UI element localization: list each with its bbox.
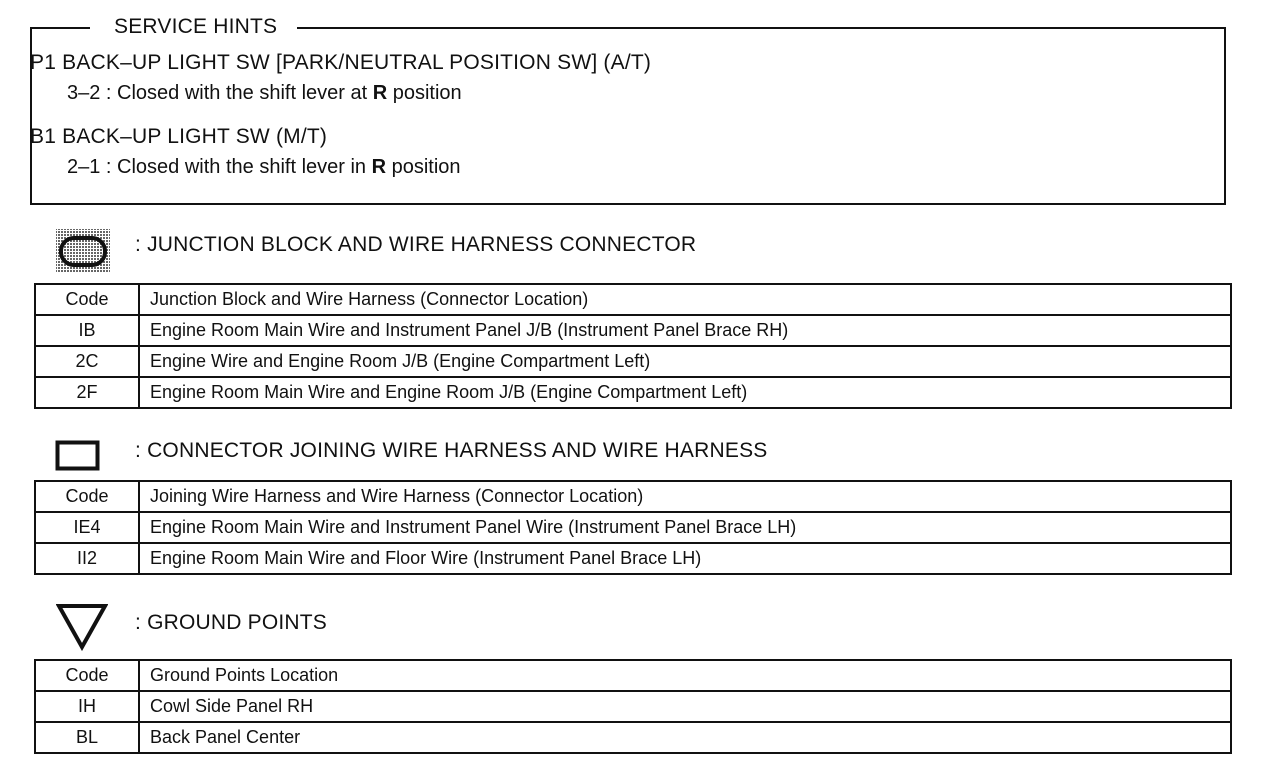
connector-symbol-icon	[55, 440, 101, 472]
table-header-row	[35, 660, 1231, 691]
code-cell: IB	[35, 315, 139, 346]
code-cell: 2F	[35, 377, 139, 408]
location-cell: Back Panel Center	[139, 722, 1231, 753]
junction-block-table	[34, 283, 1232, 409]
service-hints-title: SERVICE HINTS	[90, 14, 297, 40]
code-cell: II2	[35, 543, 139, 574]
table-row	[35, 543, 1231, 574]
code-cell: IH	[35, 691, 139, 722]
junction-block-heading: : JUNCTION BLOCK AND WIRE HARNESS CONNECTOR	[135, 233, 697, 256]
ground-points-heading: : GROUND POINTS	[135, 611, 328, 634]
junction-block-symbol-icon	[55, 228, 111, 274]
hint-heading: P1 BACK–UP LIGHT SW [PARK/NEUTRAL POSITION SW] (A/T)	[30, 51, 652, 74]
table-row	[35, 691, 1231, 722]
location-cell: Engine Room Main Wire and Engine Room J/B (Engine Compartment Left)	[139, 377, 1231, 408]
table-header-row	[35, 481, 1231, 512]
table-row	[35, 377, 1231, 408]
table-row	[35, 512, 1231, 543]
location-cell: Engine Room Main Wire and Floor Wire (Instrument Panel Brace LH)	[139, 543, 1231, 574]
connector-joining-table	[34, 480, 1232, 575]
connector-joining-heading: : CONNECTOR JOINING WIRE HARNESS AND WIRE HARNESS	[135, 439, 768, 462]
location-cell: Engine Wire and Engine Room J/B (Engine Compartment Left)	[139, 346, 1231, 377]
code-cell: BL	[35, 722, 139, 753]
hint-b1	[30, 124, 461, 180]
table-row	[35, 722, 1231, 753]
table-row	[35, 315, 1231, 346]
code-cell: 2C	[35, 346, 139, 377]
table-header-cell: Ground Points Location	[139, 660, 1231, 691]
hint-heading: B1 BACK–UP LIGHT SW (M/T)	[30, 125, 328, 148]
table-header-cell: Code	[35, 481, 139, 512]
table-header-cell: Code	[35, 284, 139, 315]
location-cell: Cowl Side Panel RH	[139, 691, 1231, 722]
ground-points-table	[34, 659, 1232, 754]
table-header-row	[35, 284, 1231, 315]
table-row	[35, 346, 1231, 377]
table-header-cell: Joining Wire Harness and Wire Harness (Connector Location)	[139, 481, 1231, 512]
code-cell: IE4	[35, 512, 139, 543]
location-cell: Engine Room Main Wire and Instrument Panel Wire (Instrument Panel Brace LH)	[139, 512, 1231, 543]
hint-p1	[30, 50, 651, 106]
ground-triangle-icon	[56, 603, 108, 651]
table-header-cell: Code	[35, 660, 139, 691]
location-cell: Engine Room Main Wire and Instrument Panel J/B (Instrument Panel Brace RH)	[139, 315, 1231, 346]
hint-detail: 3–2 : Closed with the shift lever at R position	[67, 82, 462, 104]
hint-detail: 2–1 : Closed with the shift lever in R position	[67, 156, 461, 178]
table-header-cell: Junction Block and Wire Harness (Connector Location)	[139, 284, 1231, 315]
